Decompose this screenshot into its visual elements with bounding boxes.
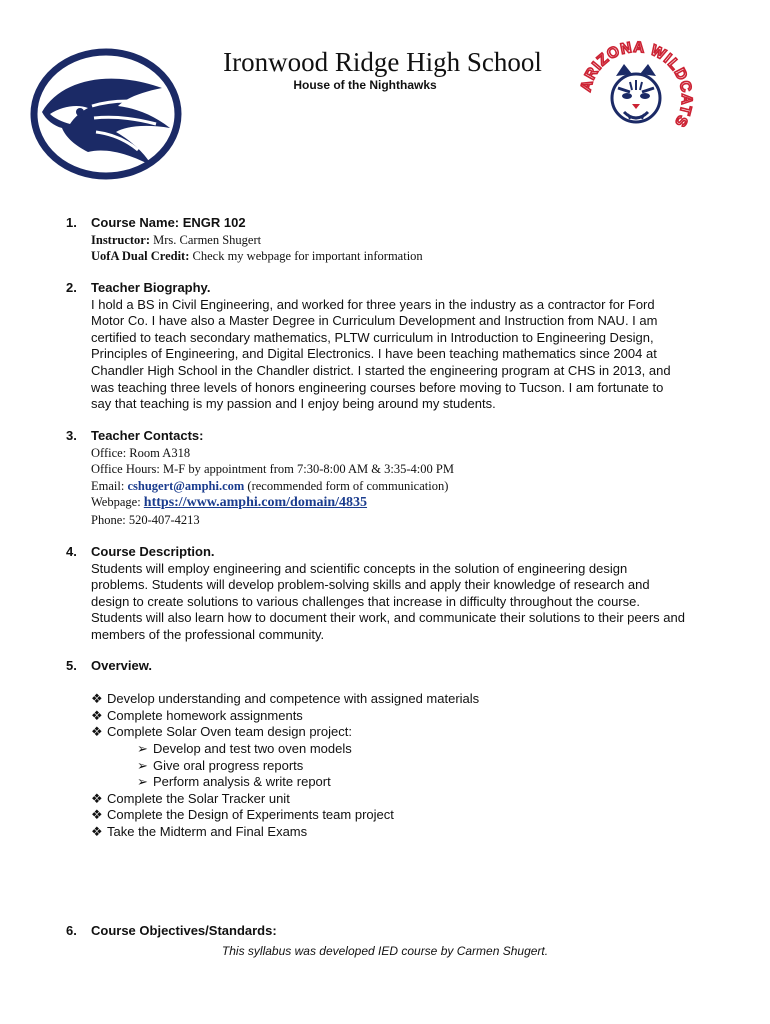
contacts-heading: Teacher Contacts: [91, 428, 204, 443]
biography-line: I hold a BS in Civil Engineering, and worked for three years in the industry as a contractor for Ford [91, 296, 655, 312]
page-footer: This syllabus was developed IED course by Carmen Shugert. [221, 944, 549, 958]
list-item: ❖ Complete Solar Oven team design project: [91, 724, 352, 740]
biography-line: say that teaching is my passion and I enjoy being around my students. [91, 396, 496, 412]
instructor-line: Instructor: Mrs. Carmen Shugert [91, 232, 262, 247]
list-item: ❖ Develop understanding and competence with assigned materials [91, 691, 480, 707]
description-line: problems. Students will develop problem-solving skills and apply their knowledge of research and [91, 577, 650, 593]
biography-line: was teaching three levels of honors engineering courses before moving to Tucson. I am fortunate to [91, 379, 664, 395]
office-hours-line: Office Hours: M-F by appointment from 7:30-8:00 AM & 3:35-4:00 PM [91, 462, 454, 477]
webpage-link[interactable]: https://www.amphi.com/domain/4835 [143, 495, 368, 511]
section-overview [66, 658, 736, 841]
school-subtitle: House of the Nighthawks [293, 78, 437, 92]
section-number: 5. [66, 658, 77, 673]
section-number: 2. [66, 280, 77, 295]
description-line: Students will employ engineering and scientific concepts in the solution of engineering design [91, 560, 628, 576]
biography-line: Motor Co. I have also a Master Degree in Curriculum Development and Instruction from NAU. I am [91, 313, 658, 329]
arrow-bullet-icon: ➢ [137, 774, 148, 790]
sub-list-item: ➢ Give oral progress reports [137, 757, 304, 773]
phone-line: Phone: 520-407-4213 [91, 512, 200, 527]
description-line: members of the professional community. [91, 626, 325, 642]
diamond-bullet-icon: ❖ [91, 807, 103, 823]
description-line: design to create solutions to various challenges that increase in difficulty throughout the course. [91, 593, 640, 609]
office-line: Office: Room A318 [91, 445, 191, 460]
biography-line: Chandler High School in the Chandler district. I started the engineering program at CHS in 2013, and [91, 362, 671, 378]
list-item: ❖ Complete homework assignments [91, 707, 303, 723]
diamond-bullet-icon: ❖ [91, 790, 103, 806]
diamond-bullet-icon: ❖ [91, 724, 103, 740]
course-name-heading: Course Name: ENGR 102 [91, 215, 246, 230]
svg-text:ARIZONA WILDCATS: ARIZONA WILDCATS [578, 40, 694, 131]
section-number: 1. [66, 215, 77, 230]
section-course-name [66, 215, 736, 265]
section-number: 4. [66, 544, 77, 559]
arizona-wildcats-logo [578, 40, 694, 156]
diamond-bullet-icon: ❖ [91, 707, 103, 723]
sub-list-item: ➢ Develop and test two oven models [137, 740, 352, 756]
description-heading: Course Description. [91, 544, 215, 559]
objectives-heading: Course Objectives/Standards: [91, 923, 277, 938]
section-course-description [66, 544, 736, 644]
list-item: ❖ Complete the Solar Tracker unit [91, 790, 290, 806]
section-teacher-biography [66, 280, 736, 413]
biography-heading: Teacher Biography. [91, 280, 211, 295]
list-item: ❖ Take the Midterm and Final Exams [91, 823, 308, 839]
diamond-bullet-icon: ❖ [91, 691, 103, 707]
section-number: 6. [66, 923, 77, 938]
webpage-line: Webpage: https://www.amphi.com/domain/4835 [91, 495, 368, 511]
email-address[interactable]: cshugert@amphi.com [127, 478, 245, 493]
biography-line: Principles of Engineering, and Digital Electronics. I have been teaching mathematics since 2004 at [91, 346, 657, 362]
school-title: Ironwood Ridge High School [223, 47, 542, 77]
biography-line: certified to teach secondary mathematics, PLTW curriculum in Introduction to Engineering Design, [91, 329, 654, 345]
section-number: 3. [66, 428, 77, 443]
sub-list-item: ➢ Perform analysis & write report [137, 774, 331, 790]
list-item: ❖ Complete the Design of Experiments team project [91, 807, 394, 823]
description-line: Students will also learn how to document their work, and communicate their solutions to their peers and [91, 610, 685, 626]
arrow-bullet-icon: ➢ [137, 757, 148, 773]
section-course-objectives [66, 923, 736, 940]
arrow-bullet-icon: ➢ [137, 740, 148, 756]
email-line: Email: cshugert@amphi.com (recommended form of communication) [91, 478, 449, 493]
section-teacher-contacts [66, 428, 736, 529]
dual-credit-line: UofA Dual Credit: Check my webpage for important information [91, 249, 423, 264]
overview-heading: Overview. [91, 658, 152, 673]
diamond-bullet-icon: ❖ [91, 823, 103, 839]
